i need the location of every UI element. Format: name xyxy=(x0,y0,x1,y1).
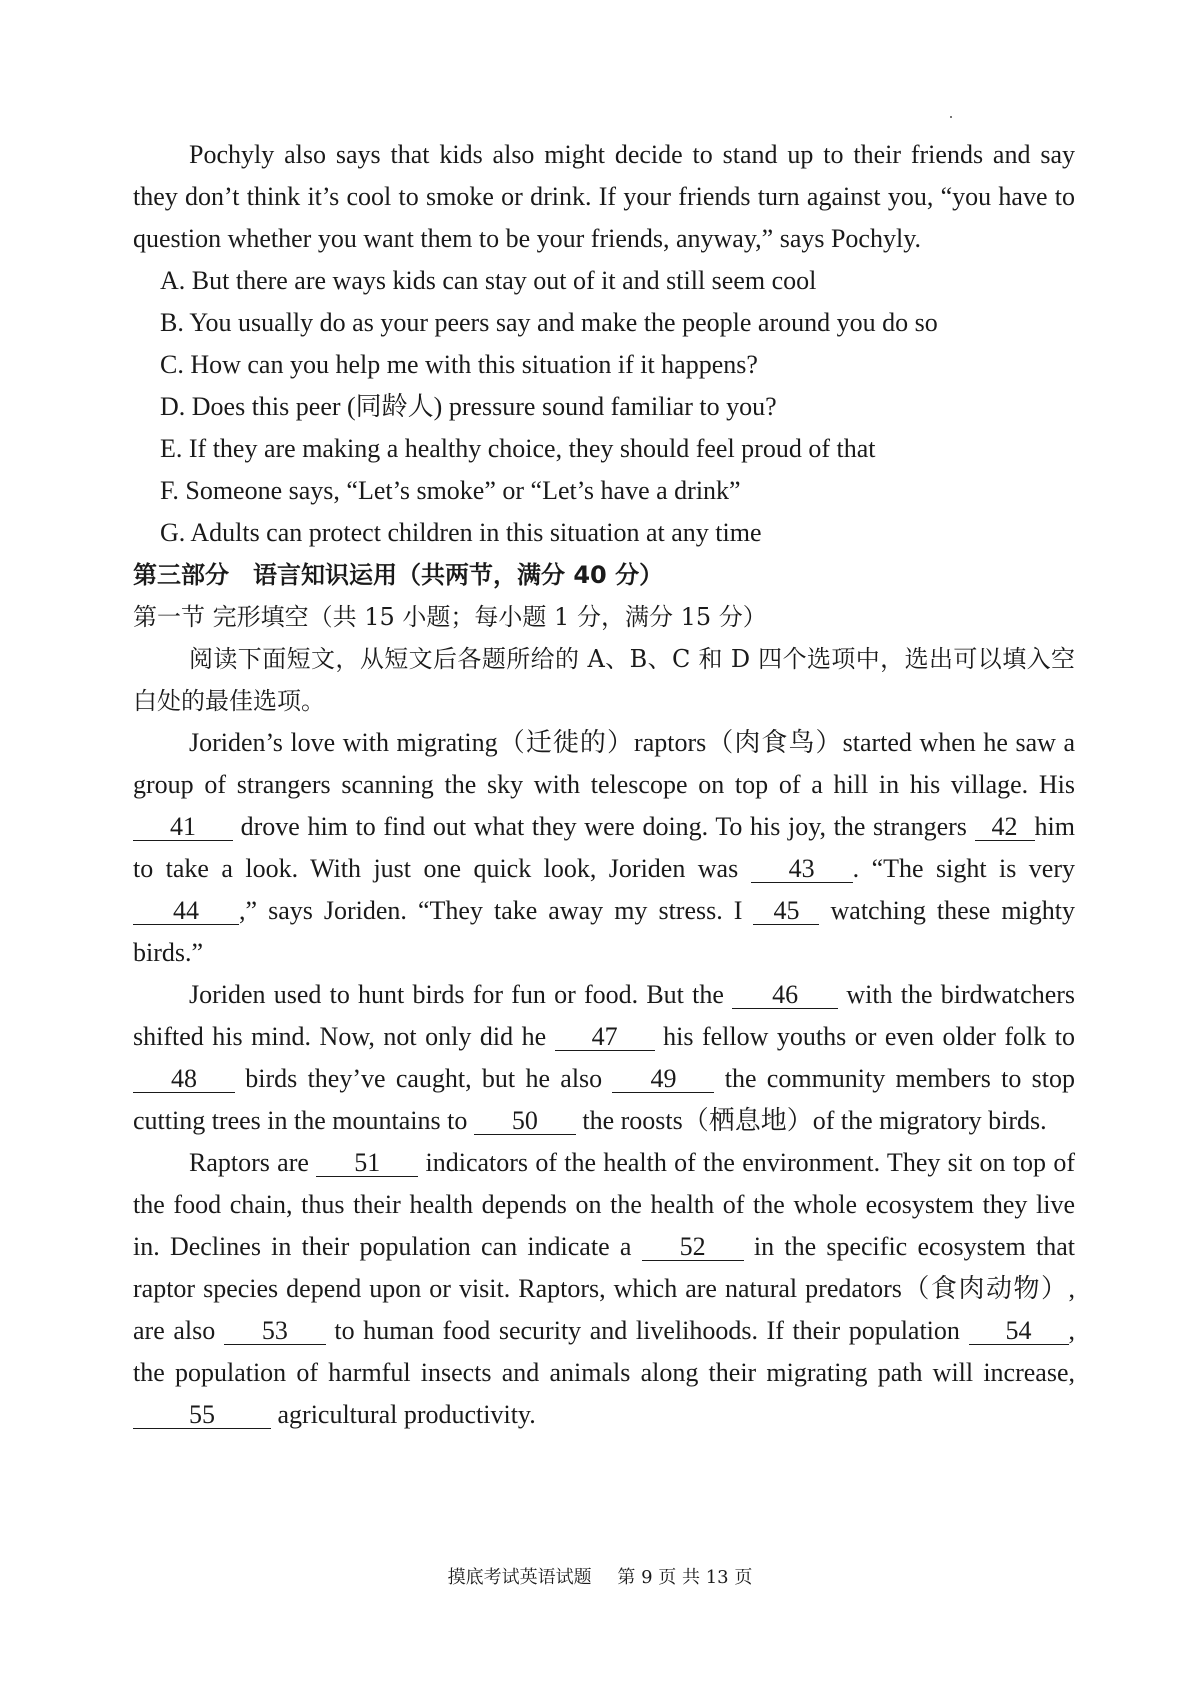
exam-page xyxy=(133,134,1075,1436)
blank-48: 48 xyxy=(133,1066,235,1093)
cloze-text: with the birdwatchers shifted his mind. Now, not only did he xyxy=(133,980,1076,1051)
option-a: A. But there are ways kids can stay out of it and still seem cool xyxy=(160,266,817,295)
cloze-text: to human food security and livelihoods. If their population xyxy=(325,1316,969,1345)
seven-choice-options xyxy=(133,260,1075,554)
cloze-text: indicators of the health of the environment. They sit on top of the food chain, thus their health depends on the health of the whole ecosystem they live in. Declines in their population can indicate a xyxy=(133,1148,1075,1261)
cloze-paragraph-1 xyxy=(133,722,1075,974)
cloze-text: agricultural productivity. xyxy=(271,1400,536,1429)
cloze-text: ,” says Joriden. “They take away my stress. I xyxy=(239,896,754,925)
section-one-heading: 第一节 完形填空（共 15 小题；每小题 1 分，满分 15 分） xyxy=(133,603,767,631)
cloze-text: watching these mighty birds.” xyxy=(133,896,1075,967)
option-b: B. You usually do as your peers say and make the people around you do so xyxy=(160,308,938,337)
cloze-text: birds they’ve caught, but he also xyxy=(235,1064,613,1093)
blank-44: 44 xyxy=(133,898,239,925)
footer-page-number: 第 9 页 共 13 页 xyxy=(617,1567,753,1588)
blank-50: 50 xyxy=(474,1108,576,1135)
cloze-text: him to take a look. With just one quick look, Joriden was xyxy=(133,812,1075,883)
cloze-text: , the population of harmful insects and animals along their migrating path will increase, xyxy=(133,1316,1076,1387)
blank-45: 45 xyxy=(753,898,819,925)
part-three-heading: 第三部分 语言知识运用（共两节，满分 40 分） xyxy=(133,561,664,589)
cloze-text: Joriden used to hunt birds for fun or food. But the xyxy=(189,980,733,1009)
cloze-text: in the specific ecosystem that raptor species depend upon or visit. Raptors, which are natural predators（食肉动物）, are also xyxy=(133,1232,1075,1345)
option-f: F. Someone says, “Let’s smoke” or “Let’s have a drink” xyxy=(160,476,741,505)
blank-41: 41 xyxy=(133,814,233,841)
option-g: G. Adults can protect children in this situation at any time xyxy=(160,518,762,547)
cloze-text: Raptors are xyxy=(189,1148,317,1177)
cloze-text: . “The sight is very xyxy=(852,854,1075,883)
blank-55: 55 xyxy=(133,1402,271,1429)
cloze-instructions: 阅读下面短文，从短文后各题所给的 A、B、C 和 D 四个选项中，选出可以填入空白处的最佳选项。 xyxy=(133,645,1075,715)
footer-exam-title: 摸底考试英语试题 xyxy=(447,1567,592,1588)
cloze-paragraph-2 xyxy=(133,974,1075,1142)
option-c: C. How can you help me with this situation if it happens? xyxy=(160,350,758,379)
blank-51: 51 xyxy=(316,1150,418,1177)
blank-43: 43 xyxy=(751,856,853,883)
cloze-text: drove him to find out what they were doing. To his joy, the strangers xyxy=(233,812,975,841)
blank-42: 42 xyxy=(975,814,1035,841)
blank-54: 54 xyxy=(969,1318,1069,1345)
scan-speck xyxy=(950,116,952,118)
option-d: D. Does this peer (同龄人) pressure sound familiar to you? xyxy=(160,392,777,421)
cloze-text: the community members to stop cutting trees in the mountains to xyxy=(133,1064,1075,1135)
passage-closing-paragraph: Pochyly also says that kids also might decide to stand up to their friends and say they don’t think it’s cool to smoke or drink. If your friends turn against you, “you have to question whether you want them to be your friends, anyway,” says Pochyly. xyxy=(133,140,1075,253)
blank-46: 46 xyxy=(732,982,838,1009)
blank-52: 52 xyxy=(642,1234,744,1261)
option-e: E. If they are making a healthy choice, they should feel proud of that xyxy=(160,434,876,463)
cloze-text: Joriden’s love with migrating（迁徙的）raptors（肉食鸟）started when he saw a group of strangers scanning the sky with telescope on top of a hill in his village. His xyxy=(133,728,1075,799)
blank-47: 47 xyxy=(555,1024,655,1051)
cloze-text: the roosts（栖息地）of the migratory birds. xyxy=(575,1106,1047,1135)
cloze-paragraph-3 xyxy=(133,1142,1075,1436)
cloze-text: his fellow youths or even older folk to xyxy=(654,1022,1075,1051)
page-footer xyxy=(0,1563,1200,1589)
blank-53: 53 xyxy=(224,1318,326,1345)
blank-49: 49 xyxy=(612,1066,714,1093)
